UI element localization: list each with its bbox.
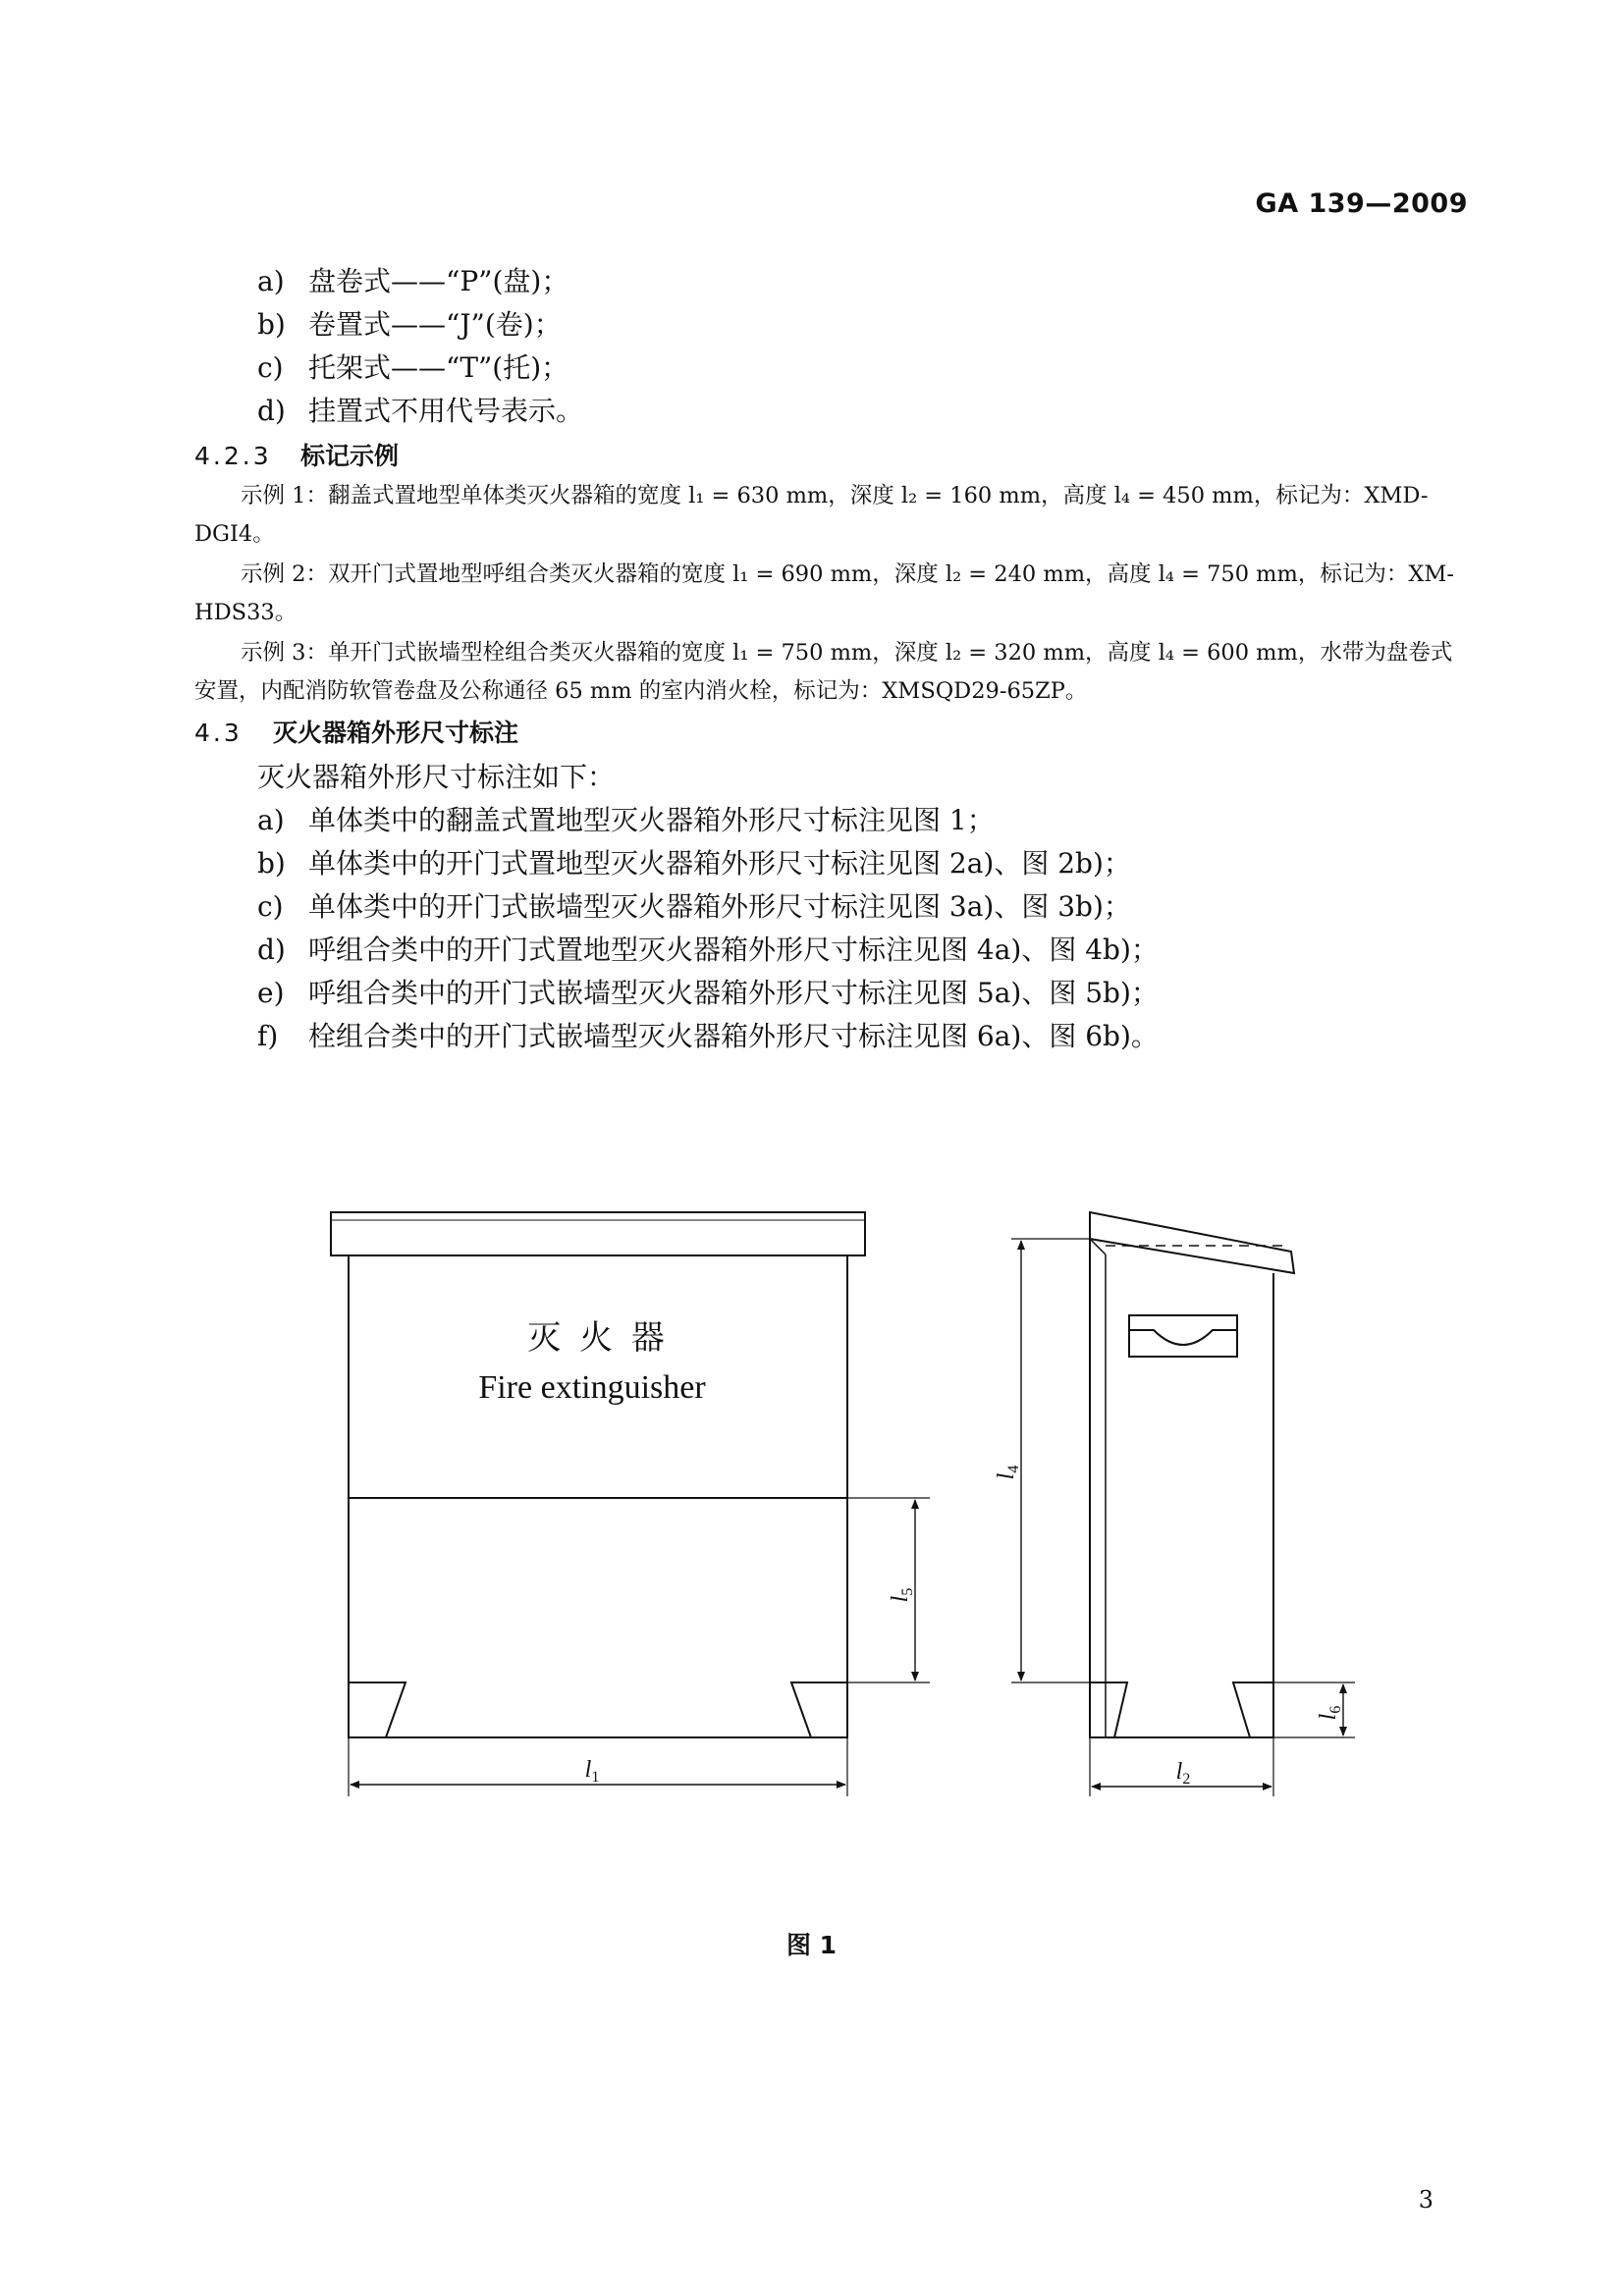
list-item-text: 呼组合类中的开门式置地型灭火器箱外形尺寸标注见图 4a)、图 4b)；: [308, 934, 1159, 966]
example-2-line-2: HDS33。: [194, 600, 298, 625]
example-3-line-1: 示例 3：单开门式嵌墙型栓组合类灭火器箱的宽度 l₁ = 750 mm，深度 l₂ = 320 mm，高度 l₄ = 600 mm，水带为盘卷式: [241, 640, 1453, 666]
list-item-label: e): [257, 977, 285, 1009]
left-leg: [349, 1682, 406, 1737]
list-item-text: 单体类中的翻盖式置地型灭火器箱外形尺寸标注见图 1；: [308, 804, 995, 836]
box-label-english: Fire extinguisher: [478, 1369, 706, 1406]
list-item-text: 单体类中的开门式嵌墙型灭火器箱外形尺寸标注见图 3a)、图 3b)；: [308, 890, 1131, 923]
section-number: 4.2.3: [194, 442, 272, 470]
page-number: 3: [1418, 2186, 1434, 2214]
standard-number: GA 139—2009: [1255, 188, 1468, 219]
list-item-label: a): [257, 804, 285, 836]
handle-icon: [1129, 1315, 1237, 1357]
dimension-l2-label: $l_2$: [1175, 1759, 1191, 1788]
handle-grip: [1129, 1330, 1237, 1345]
example-2-line-1: 示例 2：双开门式置地型呼组合类灭火器箱的宽度 l₁ = 690 mm，深度 l₂ = 240 mm，高度 l₄ = 750 mm，标记为：XM-: [241, 561, 1455, 587]
side-left-leg: [1090, 1682, 1127, 1737]
figure-caption: 图 1: [785, 1931, 838, 1959]
side-right-leg: [1233, 1682, 1273, 1737]
example-1-line-2: DGI4。: [194, 521, 275, 547]
dimension-l5-label: $l_5$: [888, 1587, 916, 1603]
dimension-l6-label: $l_6$: [1316, 1705, 1344, 1721]
example-3-line-2: 安置，内配消防软管卷盘及公称通径 65 mm 的室内消火栓，标记为：XMSQD29-65ZP。: [194, 678, 1088, 704]
example-1-line-1: 示例 1：翻盖式置地型单体类灭火器箱的宽度 l₁ = 630 mm，深度 l₂ = 160 mm，高度 l₄ = 450 mm，标记为：XMD-: [241, 483, 1429, 508]
list-item-label: b): [257, 847, 286, 880]
side-body: [1090, 1239, 1273, 1737]
section-title: 标记示例: [300, 442, 400, 470]
dimension-l4-label: $l_4$: [994, 1465, 1022, 1480]
box-label-chinese: 灭 火 器: [527, 1318, 669, 1358]
list-item-text: 卷置式——“J”(卷)；: [308, 308, 562, 341]
list-item-text: 挂置式不用代号表示。: [308, 395, 584, 427]
list-item-label: a): [257, 265, 285, 297]
side-lid: [1090, 1212, 1294, 1273]
list-item-label: b): [257, 308, 286, 341]
list-item-label: d): [257, 395, 286, 427]
list-item-text: 栓组合类中的开门式嵌墙型灭火器箱外形尺寸标注见图 6a)、图 6b)。: [308, 1020, 1159, 1052]
box-lid: [331, 1212, 865, 1255]
list-item-text: 盘卷式——“P”(盘)；: [308, 265, 569, 297]
list-item-label: c): [257, 351, 284, 384]
intro-paragraph: 灭火器箱外形尺寸标注如下：: [257, 761, 616, 793]
section-number: 4.3: [194, 719, 243, 747]
side-view: [1011, 1212, 1355, 1796]
right-leg: [791, 1682, 847, 1737]
section-title: 灭火器箱外形尺寸标注: [273, 719, 519, 747]
list-item-label: c): [257, 890, 284, 923]
list-item-label: d): [257, 934, 286, 966]
list-item-text: 呼组合类中的开门式嵌墙型灭火器箱外形尺寸标注见图 5a)、图 5b)；: [308, 977, 1159, 1009]
dimension-l1-label: $l_1$: [584, 1757, 600, 1786]
list-item-text: 托架式——“T”(托)；: [308, 351, 569, 384]
front-view: [331, 1212, 930, 1796]
list-item-label: f): [257, 1020, 279, 1052]
list-item-text: 单体类中的开门式置地型灭火器箱外形尺寸标注见图 2a)、图 2b)；: [308, 847, 1131, 880]
